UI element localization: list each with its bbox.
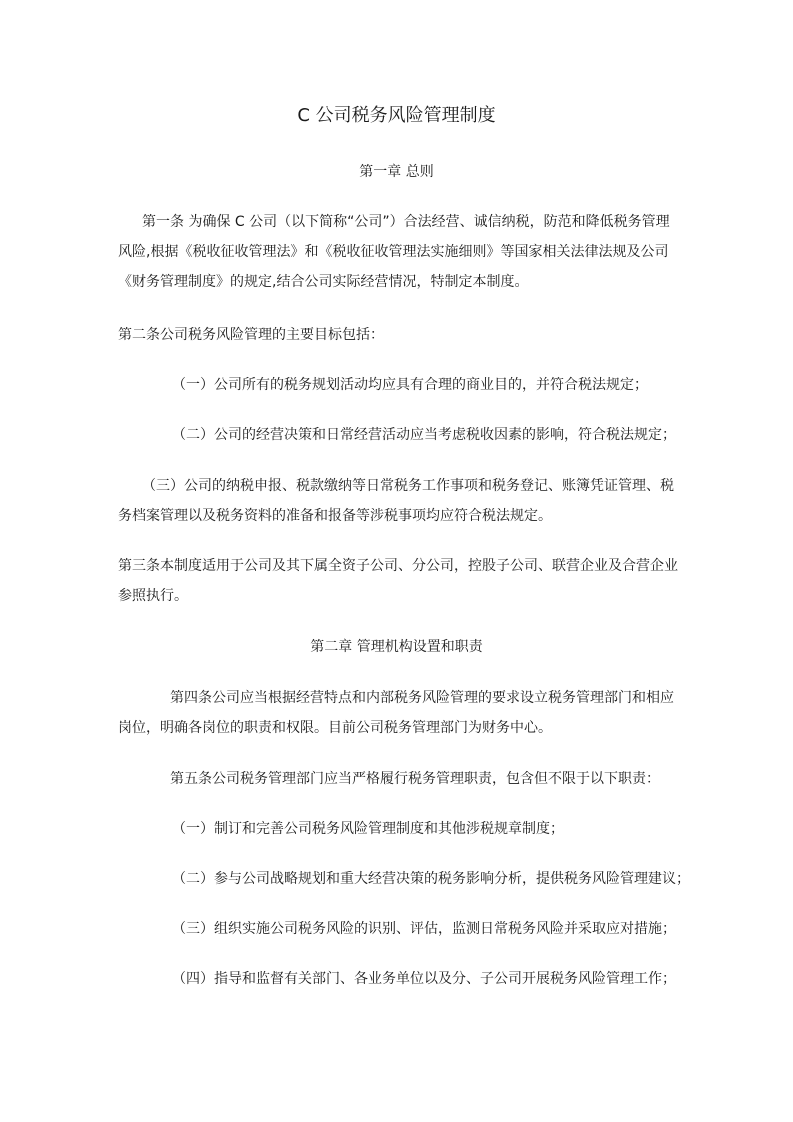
article-1-line-1: 第一条 为确保 C 公司（以下简称“公司”）合法经营、诚信纳税，防范和降低税务管理 [142,214,670,230]
article-1-line-2: 风险,根据《税收征收管理法》和《税收征收管理法实施细则》等国家相关法律法规及公司 [118,244,669,260]
article-2-item-3-line-2: 务档案管理以及税务资料的准备和报备等涉税事项均应符合税法规定。 [118,508,552,524]
article-5: 第五条公司税务管理部门应当严格履行税务管理职责，包含但不限于以下职责： [170,771,660,787]
article-2-item-1: （一）公司所有的税务规划活动均应具有合理的商业目的，并符合税法规定； [172,377,648,393]
article-2-item-2: （二）公司的经营决策和日常经营活动应当考虑税收因素的影响，符合税法规定； [172,427,676,443]
article-5-item-3: （三）组织实施公司税务风险的识别、评估，监测日常税务风险并采取应对措施； [172,921,676,937]
article-3-line-2: 参照执行。 [118,588,188,604]
article-3-line-1: 第三条本制度适用于公司及其下属全资子公司、分公司，控股子公司、联营企业及合营企业 [118,558,678,574]
article-5-item-1: （一）制订和完善公司税务风险管理制度和其他涉税规章制度； [172,821,564,837]
chapter-heading-2: 第二章 管理机构设置和职责 [310,639,483,655]
article-1-line-3: 《财务管理制度》的规定,结合公司实际经营情况，特制定本制度。 [118,274,529,290]
chapter-heading-1: 第一章 总则 [359,164,434,180]
article-2-item-3-line-1: （三）公司的纳税申报、税款缴纳等日常税务工作事项和税务登记、账簿凭证管理、税 [142,478,674,494]
article-5-item-4: （四）指导和监督有关部门、各业务单位以及分、子公司开展税务风险管理工作； [172,971,676,987]
article-4-line-1: 第四条公司应当根据经营特点和内部税务风险管理的要求设立税务管理部门和相应 [170,690,674,706]
document-title: C 公司税务风险管理制度 [297,105,496,126]
article-5-item-2: （二）参与公司战略规划和重大经营决策的税务影响分析，提供税务风险管理建议； [172,871,690,887]
article-4-line-2: 岗位，明确各岗位的职责和权限。目前公司税务管理部门为财务中心。 [118,720,552,736]
article-2: 第二条公司税务风险管理的主要目标包括： [118,327,384,343]
